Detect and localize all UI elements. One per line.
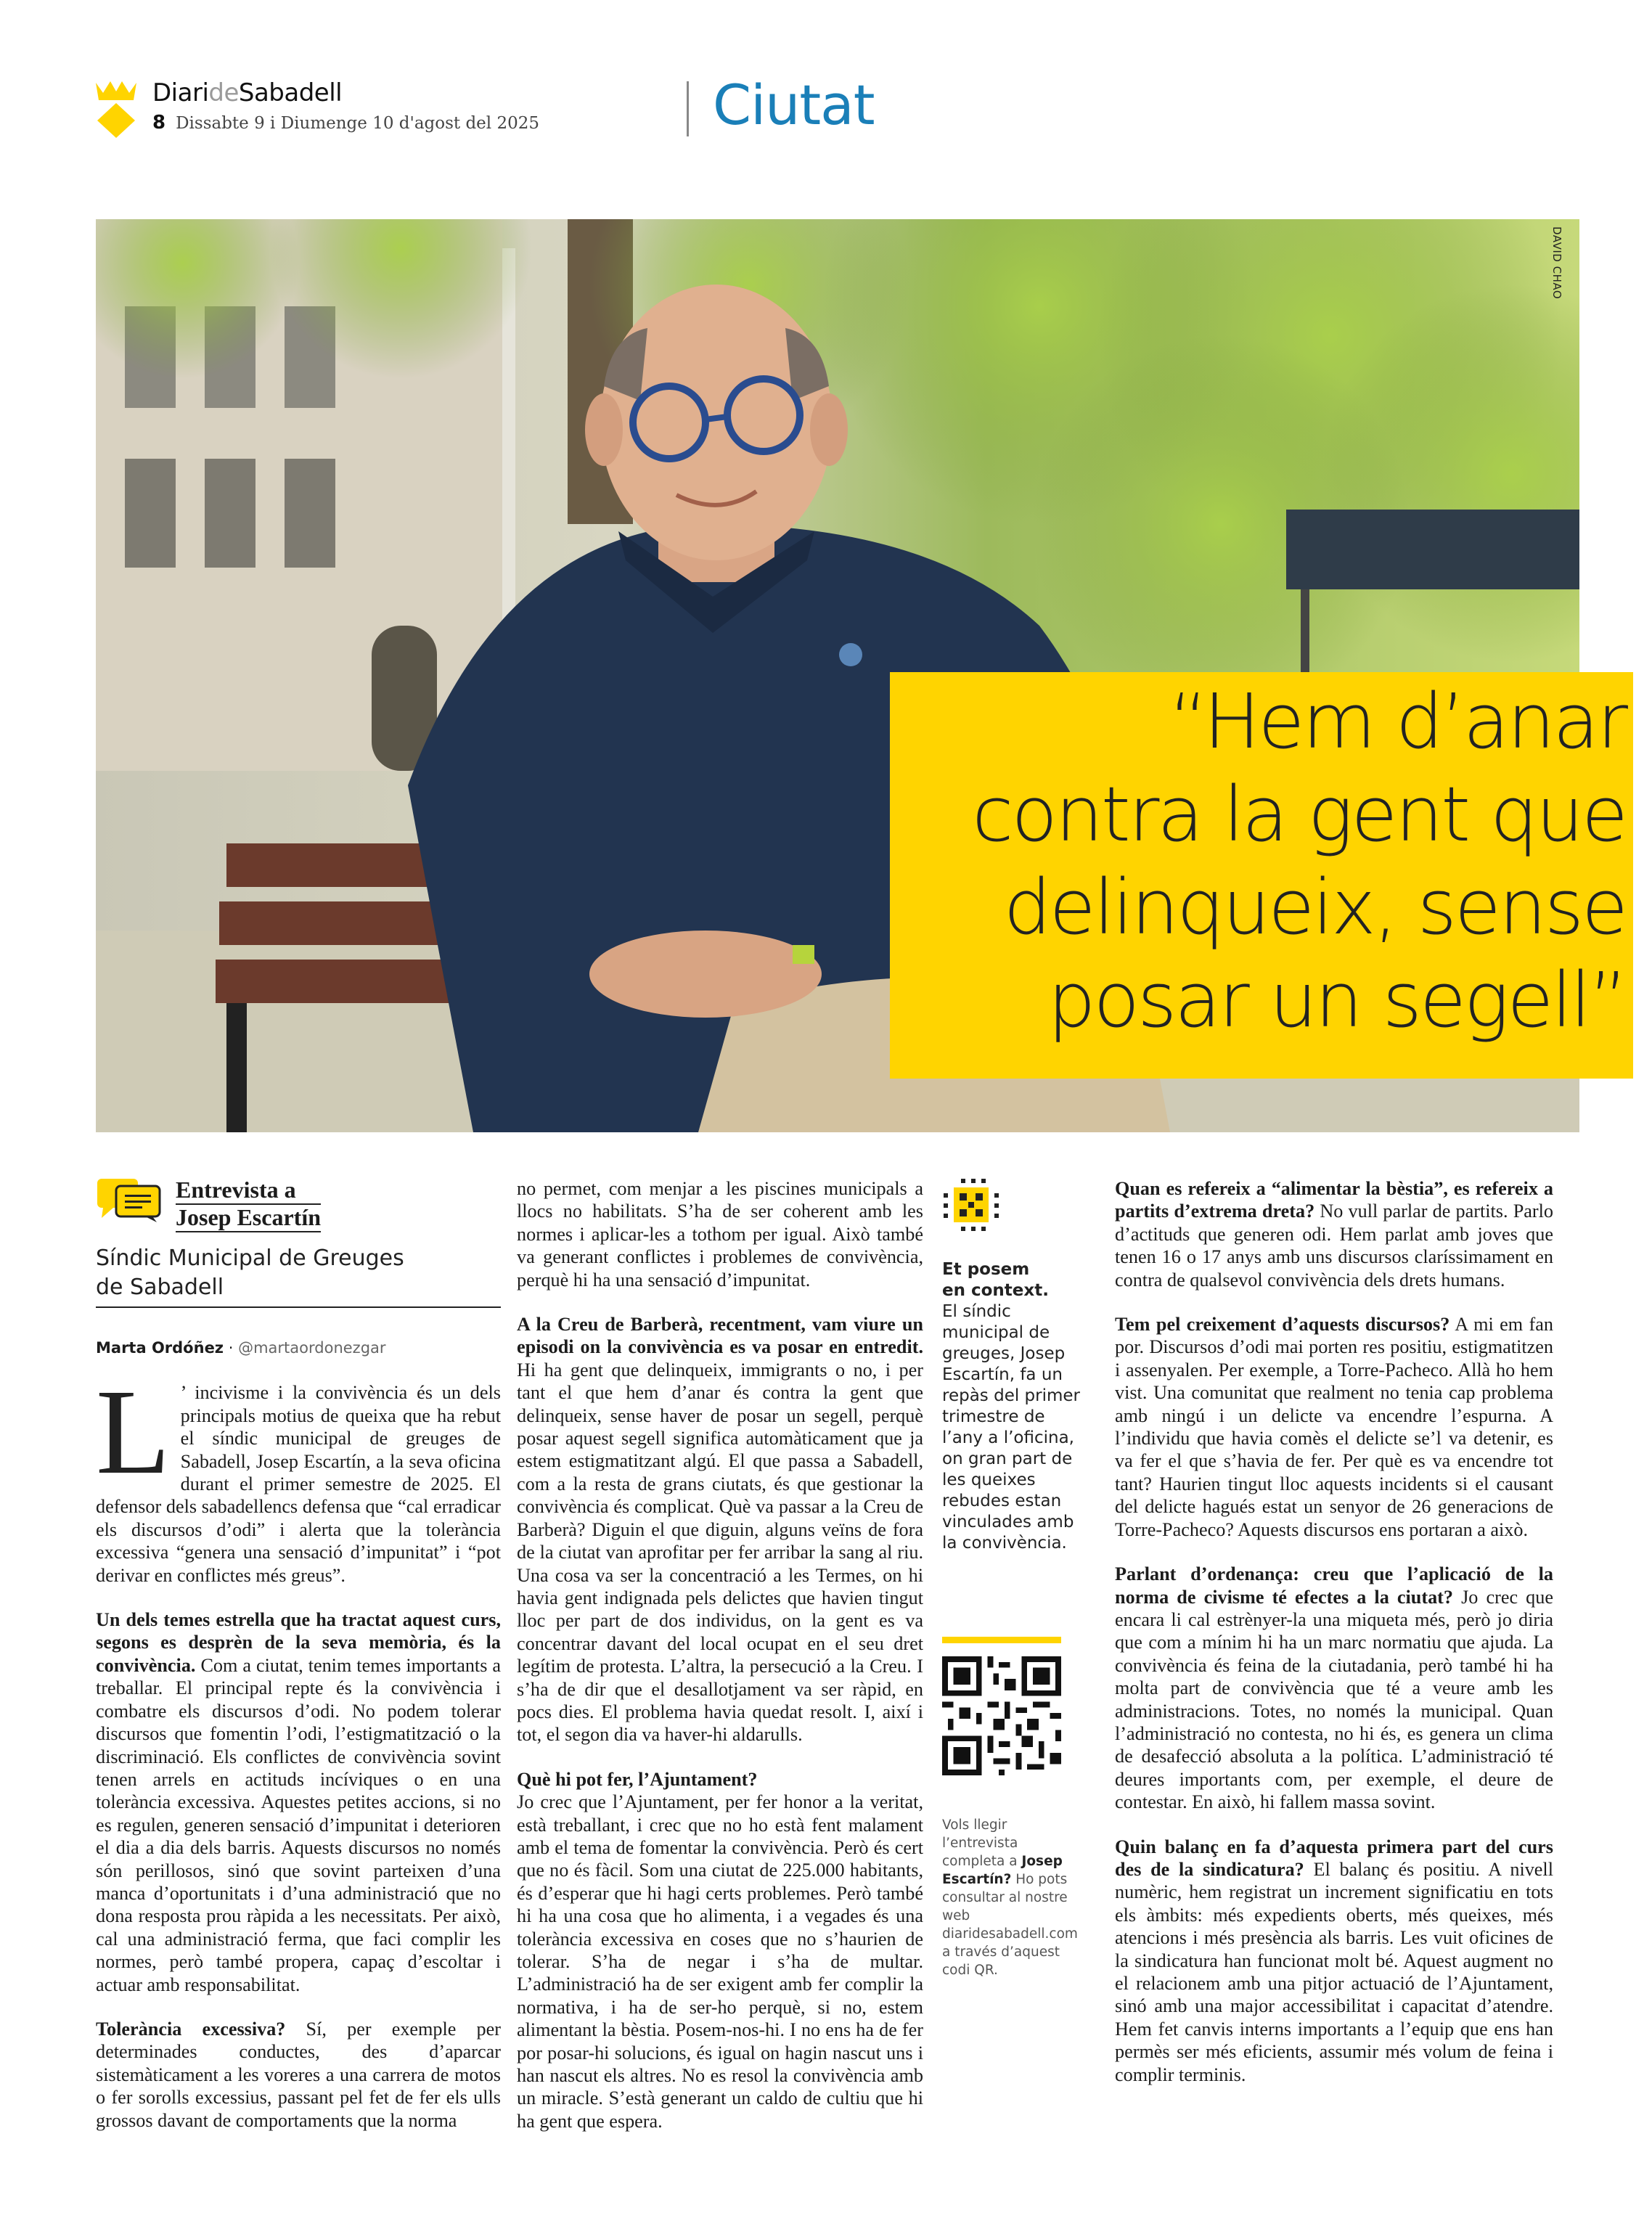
qr-code-icon[interactable] — [942, 1656, 1080, 1780]
qa-paragraph: Quan es refereix a “alimentar la bèstia”, es refereix a partits d’extrema dreta? No vull parlar de partits. Parlo d’actituds que generen odi. Hem parlat amb joves que tenen 16 o 17 anys amb uns discursos claríssimament en contra de qualsevol convivència dels drets humans. — [1115, 1178, 1553, 1291]
interviewee-role: Síndic Municipal de Greuges de Sabadell — [96, 1244, 501, 1308]
qa-paragraph: Quin balanç en fa d’aquesta primera part del curs des de la sindicatura? El balanç és positiu. A nivell numèric, hem registrat un increment significatiu en tots els àmbits: més expedients oberts, més queixes, més atencions i més presència als barris. Les vuit oficines de la sindicatura han funcionat molt bé. Aquest augment no el relacionem amb una pitjor actuació de l’Ajuntament, sinó amb una major accessibilitat i capacitat d’atendre. Hem fet canvis interns importants a l’equip que ens han permès ser més eficients, assumir més volum de feina i complir terminis. — [1115, 1836, 1553, 2085]
context-sidebar — [942, 1177, 1080, 1979]
qa-paragraph: Tolerància excessiva? Sí, per exemple per determinades conductes, des d’aparcar sistemàticament a les voreres a una carrera de motos o fer sorolls excessius, passant pel fet de fer els ulls grossos davant de comportaments que la norma — [96, 2018, 501, 2131]
qa-paragraph: Parlant d’ordenança: creu que l’aplicació de la norma de civisme té efectes a la ciutat? Jo crec que encara li cal estrènyer-la una miqueta més, però jo diria que com a mínim hi ha un marc normatiu que ajuda. La convivència és feina de la ciutadania, però també hi ha molta part de convivència que té a veure amb les administracions. Totes, no només la municipal. Quan l’administració no contesta, no hi és, es genera un clima de desafecció absoluta a la política. L’administració té deures importants com, per exemple, el deure de contestar. En això, hi fallem massa sovint. — [1115, 1563, 1553, 1813]
article-column-1 — [96, 1177, 501, 2154]
brand-name[interactable]: DiarideSabadell — [152, 78, 343, 107]
author-name: Marta Ordóñez — [96, 1339, 224, 1357]
section-divider — [687, 81, 689, 136]
qa-paragraph: Un dels temes estrella que ha tractat aquest curs, segons es desprèn de la seva memòria, és la convivència. Com a ciutat, tenim temes importants a treballar. El principal repte és la convivència i combatre els discursos d’odi. No podem tolerar discursos que fomentin l’odi, l’estigmatització o la discriminació. Els conflictes de convivència sovint tenen arrels en actituds incíviques o en una tolerància excessiva. Aquestes petites accions, si no es regulen, generen sensació d’impunitat i deterioren el dia a dia dels barris. Aquests discursos no només són perillosos, sinó que sovint parteixen d’una manca d’oportunitats i d’una administració que no dona resposta prou ràpida a les necessitats. Per això, cal una administració ferma, que faci complir les normes, però també propera, capaç d’escoltar i actuar amb responsabilitat. — [96, 1609, 501, 1995]
qr-caption: Vols llegir l’entrevista completa a Josep Escartín? Ho pots consultar al nostre web diaridesabadell.com a través d’aquest codi QR. — [942, 1817, 1078, 1978]
section-title[interactable]: Ciutat — [713, 73, 875, 137]
context-box — [942, 1259, 1080, 1554]
interview-kicker — [96, 1177, 501, 1232]
qa-paragraph: Tem pel creixement d’aquests discursos? A mi em fan por. Discursos d’odi mai porten res positiu, estigmatitzen i assenyalen. Per exemple, a Torre-Pacheco. Allà ho hem vist. Una comunitat que realment no tenia cap problema amb ningú i un delicte va encendre l’espurna. A l’individu que havia comès el delicte se’l va detenir, es va fer el que s’havia de fer. Per què es va encendre tot tant? Haurien tingut lloc aquests incidents si el causant del delicte hagués estat un senyor de 26 generacions de Torre-Pacheco? Aquests discursos ens portaran a això. — [1115, 1314, 1553, 1540]
photo-credit: DAVID CHAO — [1550, 226, 1563, 300]
context-text: El síndic municipal de greuges, Josep Escartín, fa un repàs del primer trimestre de l’any a l’oficina, on gran part de les queixes rebudes estan vinculades amb la convivència. — [942, 1302, 1080, 1553]
masthead — [93, 78, 539, 139]
kicker-label: Entrevista a — [176, 1177, 321, 1205]
chat-bubbles-icon — [96, 1177, 163, 1222]
issue-date: Dissabte 9 i Diumenge 10 d'agost del 2025 — [176, 114, 539, 133]
context-icon — [942, 1177, 1080, 1238]
context-title: Et posem en context. — [942, 1260, 1049, 1301]
pull-quote: “Hem d’anar contra la gent que delinqueix, sense posar un segell” — [972, 677, 1626, 1044]
body-paragraph: no permet, com menjar a les piscines municipals a llocs no habilitats. S’ha de ser coherent amb les normes i aplicar-les a tothom per igual. Això també va generant conflictes i problemes de convivència, perquè hi ha una sensació d’impunitat. — [517, 1178, 923, 1291]
diari-logo-icon — [93, 78, 139, 139]
article-column-2 — [517, 1177, 923, 2154]
interviewee-name: Josep Escartín — [176, 1205, 321, 1232]
qa-paragraph: A la Creu de Barberà, recentment, vam viure un episodi on la convivència es va posar en entredit. Hi ha gent que delinqueix, immigrants o no, i per tant el que hem d’anar és contra la gent que delinqueix, sense haver de posar un segell, perquè posar aquest segell significa automàticament que ja estem estigmatitzant algú. El que passa a Sabadell, com a la resta de grans ciutats, és que gestionar la convivència és complicat. Què va passar a la Creu de Barberà? Diguin el que diguin, alguns veïns de fora de la ciutat van aprofitar per fer arribar la sang al riu. Una cosa va ser la concentració a les Termes, on hi havia gent indignada pels delictes que havien tingut lloc per part de dos individus, on la gent es va concentrar davant del local ocupat en el seu dret legítim de protesta. L’altra, la persecució a la Creu. I s’ha de dir que el desallotjament va ser ràpid, en pocs dies. El problema havia quedat resolt. I, així i tot, el segon dia va haver-hi aldarulls. — [517, 1314, 923, 1746]
author-handle[interactable]: @martaordonezgar — [238, 1339, 386, 1357]
drop-cap: L — [96, 1365, 171, 1500]
article-column-4 — [1115, 1177, 1553, 2108]
qa-paragraph: Què hi pot fer, l’Ajuntament? Jo crec que l’Ajuntament, per fer honor a la veritat, està treballant, i crec que no ho està fent malament amb el tema de fomentar la convivència. Però és cert que no és fàcil. Som una ciutat de 225.000 habitants, és d’esperar que hi hagi certs problemes. Però també hi ha una cosa que ho alimenta, i a vegades és una tolerància excessiva en coses que no s’haurien de tolerar. S’ha de negar i s’ha de multar. L’administració ha de ser exigent amb fer complir la normativa, i ha de ser-ho perquè, si no, estem alimentant la bèstia. Posem-nos-hi. I no ens ha de fer por posar-hi solucions, és igual on hagin nascut uns i han nascut els altres. No es resol la convivència amb un miracle. S’està generant un caldo de cultiu que hi ha gent que espera. — [517, 1768, 923, 2132]
byline: Marta Ordóñez · @martaordonezgar — [96, 1339, 386, 1357]
qr-accent-bar — [942, 1637, 1061, 1643]
dateline — [152, 112, 539, 134]
page-number: 8 — [152, 112, 166, 134]
lead-paragraph: L ’ incivisme i la convivència és un dels principals motius de queixa que ha rebut el síndic municipal de greuges de Sabadell, Josep Escartín, a la seva oficina durant el primer semestre de 2025. El defensor dels sabadellencs defensa que “cal erradicar els discursos d’odi” i alerta que la tolerància excessiva “genera una sensació d’impunitat” i “pot derivar en conflictes més greus”. — [96, 1365, 501, 1586]
